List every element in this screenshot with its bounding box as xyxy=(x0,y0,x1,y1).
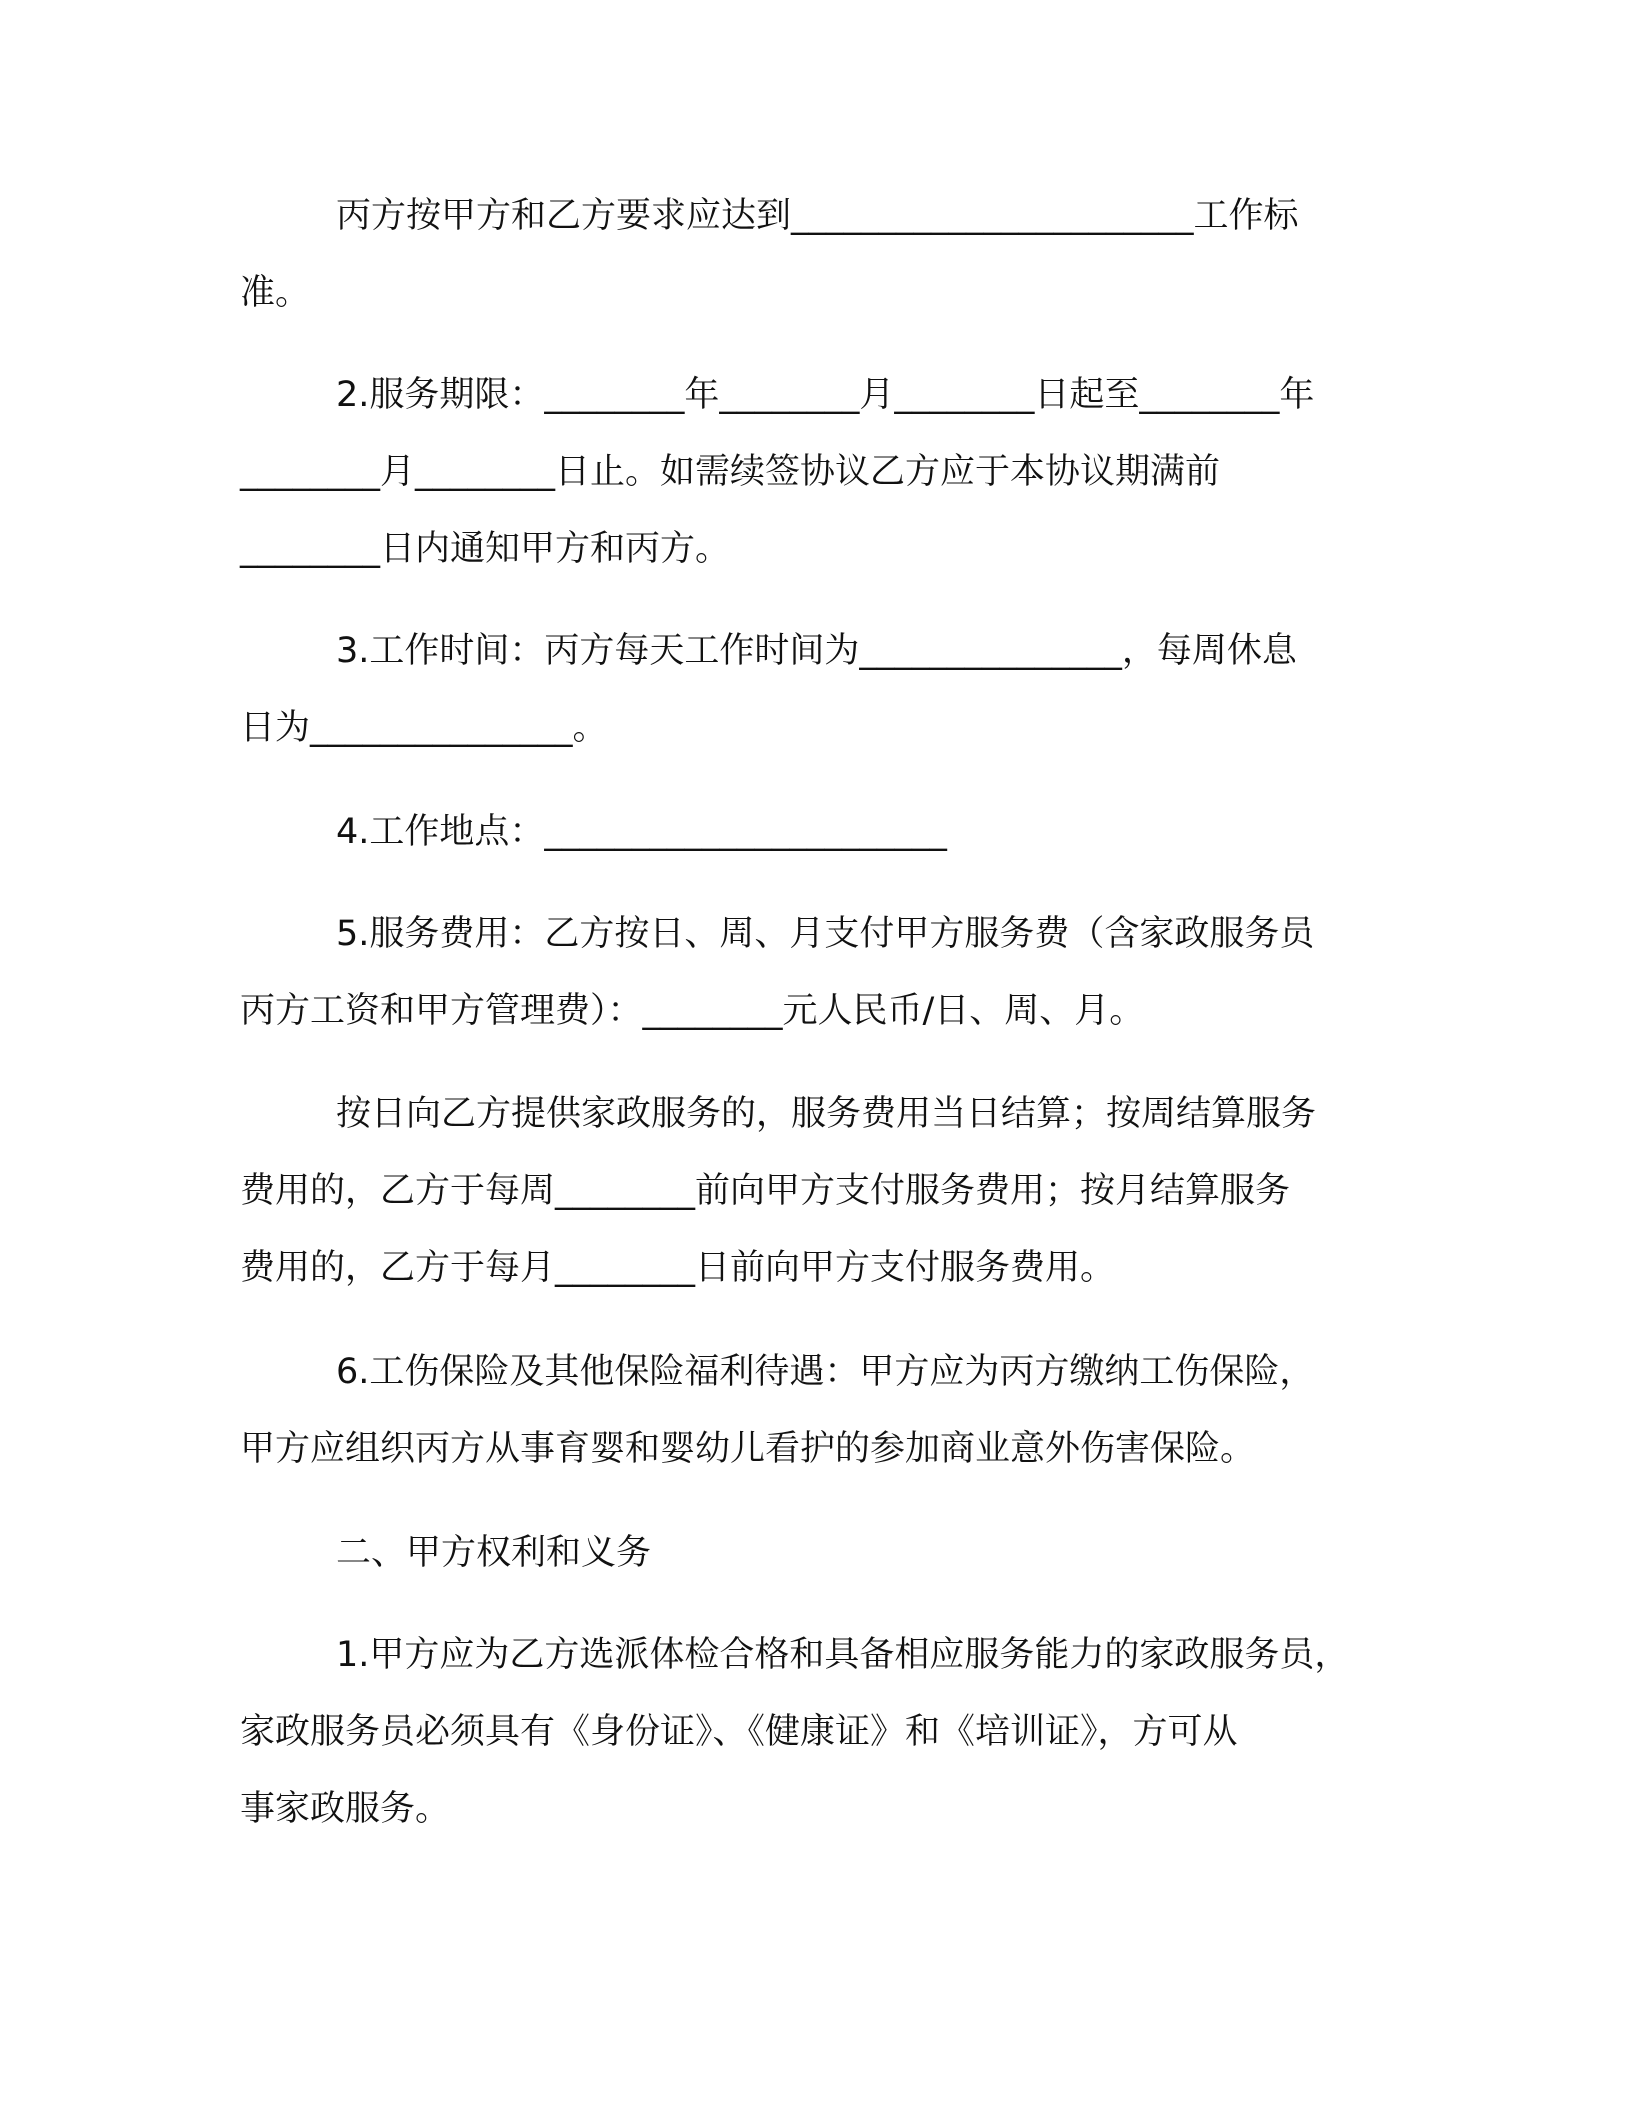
text-line: 日为_______________。 xyxy=(240,708,608,748)
text-line: 二、甲方权利和义务 xyxy=(336,1533,652,1573)
text-line: 3.工作时间：丙方每天工作时间为_______________，每周休息 xyxy=(336,631,1297,671)
paragraph-party-a-duty-1 xyxy=(240,1617,1390,1848)
text-line: 5.服务费用：乙方按日、周、月支付甲方服务费（含家政服务员 xyxy=(336,914,1315,954)
text-line: 1.甲方应为乙方选派体检合格和具备相应服务能力的家政服务员， xyxy=(336,1635,1350,1675)
text-line: 费用的，乙方于每周________前向甲方支付服务费用；按月结算服务 xyxy=(240,1171,1291,1211)
section-heading-party-a-rights xyxy=(240,1515,1390,1592)
text-line: 事家政服务。 xyxy=(240,1789,451,1829)
paragraph-work-standard xyxy=(240,178,1390,332)
text-line: 甲方应组织丙方从事育婴和婴幼儿看护的参加商业意外伤害保险。 xyxy=(240,1429,1256,1469)
text-line: ________日内通知甲方和丙方。 xyxy=(240,529,731,569)
paragraph-service-fee xyxy=(240,896,1390,1050)
text-line: 6.工伤保险及其他保险福利待遇：甲方应为丙方缴纳工伤保险， xyxy=(336,1352,1315,1392)
text-line: 准。 xyxy=(240,273,311,313)
text-line: 费用的，乙方于每月________日前向甲方支付服务费用。 xyxy=(240,1248,1116,1288)
paragraph-settlement xyxy=(240,1076,1390,1307)
text-line: 按日向乙方提供家政服务的，服务费用当日结算；按周结算服务 xyxy=(336,1094,1317,1134)
text-line: 2.服务期限：________年________月________日起至________年 xyxy=(336,375,1315,415)
paragraph-working-hours xyxy=(240,613,1390,767)
text-line: 家政服务员必须具有《身份证》、《健康证》和《培训证》，方可从 xyxy=(240,1712,1238,1752)
paragraph-service-period xyxy=(240,357,1390,588)
text-line: 4.工作地点：_______________________ xyxy=(336,812,947,852)
text-line: 丙方按甲方和乙方要求应达到_______________________工作标 xyxy=(336,196,1299,236)
text-line: ________月________日止。如需续签协议乙方应于本协议期满前 xyxy=(240,452,1221,492)
paragraph-insurance xyxy=(240,1334,1390,1488)
paragraph-work-location xyxy=(240,794,1390,871)
text-line: 丙方工资和甲方管理费）：________元人民币/日、周、月。 xyxy=(240,991,1145,1031)
